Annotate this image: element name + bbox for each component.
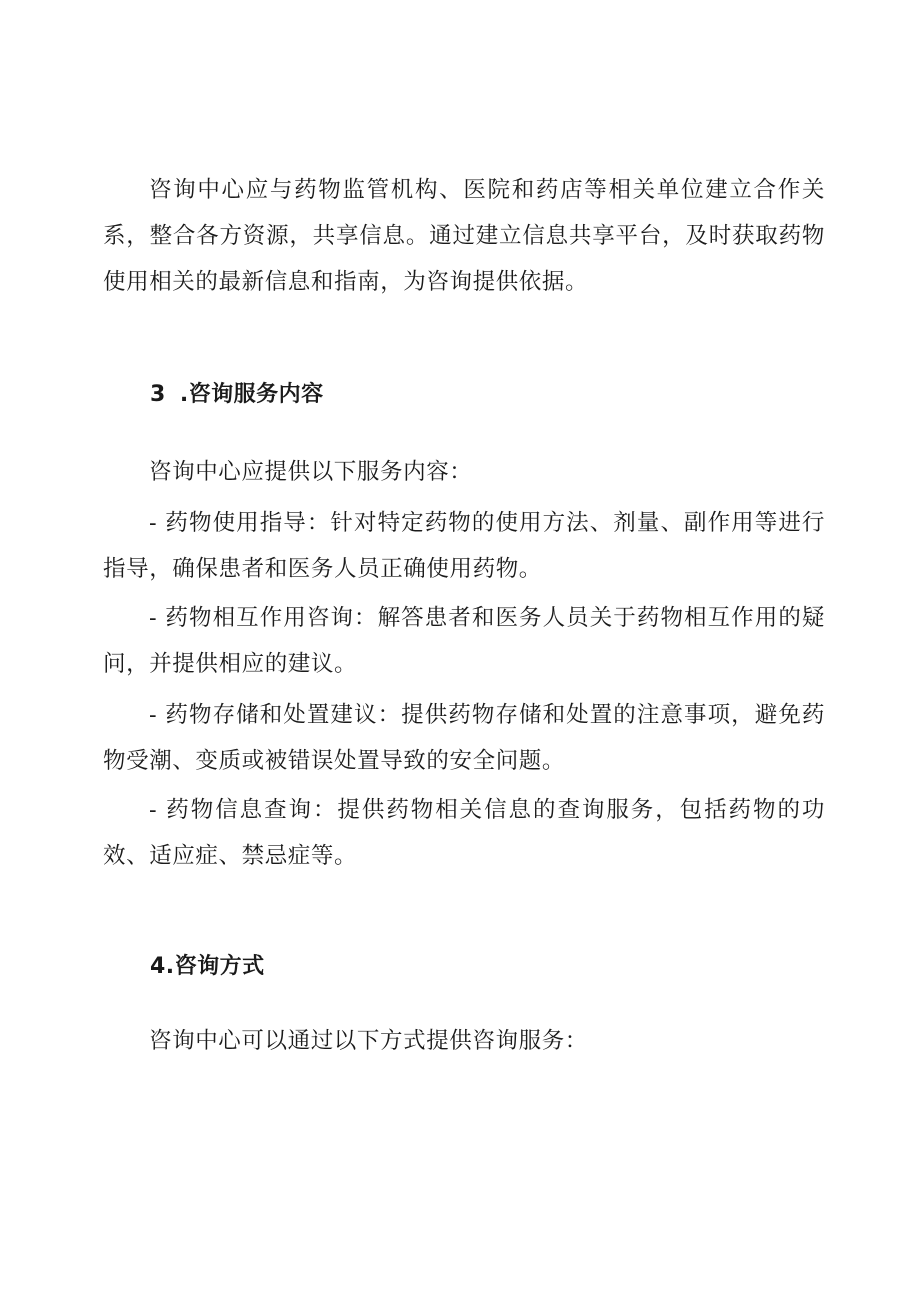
- section-4-lead: 咨询中心可以通过以下方式提供咨询服务：: [149, 1028, 588, 1054]
- service-item-usage-guidance: - 药物使用指导：针对特定药物的使用方法、剂量、副作用等进行指导，确保患者和医务人员正确使用药物。: [103, 510, 825, 582]
- section-4-heading: 4.咨询方式: [150, 954, 265, 979]
- service-item-interaction-consult: - 药物相互作用咨询：解答患者和医务人员关于药物相互作用的疑问，并提供相应的建议。: [103, 605, 825, 677]
- section-3-lead: 咨询中心应提供以下服务内容：: [149, 459, 473, 485]
- service-item-info-query: - 药物信息查询：提供药物相关信息的查询服务，包括药物的功效、适应症、禁忌症等。: [103, 797, 825, 869]
- section-3-title: .咨询服务内容: [179, 382, 324, 407]
- section-3-heading: [150, 380, 324, 410]
- section-3-number: 3: [150, 382, 166, 407]
- service-item-storage-advice: - 药物存储和处置建议：提供药物存储和处置的注意事项，避免药物受潮、变质或被错误处置导致的安全问题。: [103, 702, 825, 774]
- intro-paragraph: 咨询中心应与药物监管机构、医院和药店等相关单位建立合作关系，整合各方资源，共享信息。通过建立信息共享平台，及时获取药物使用相关的最新信息和指南，为咨询提供依据。: [103, 177, 825, 295]
